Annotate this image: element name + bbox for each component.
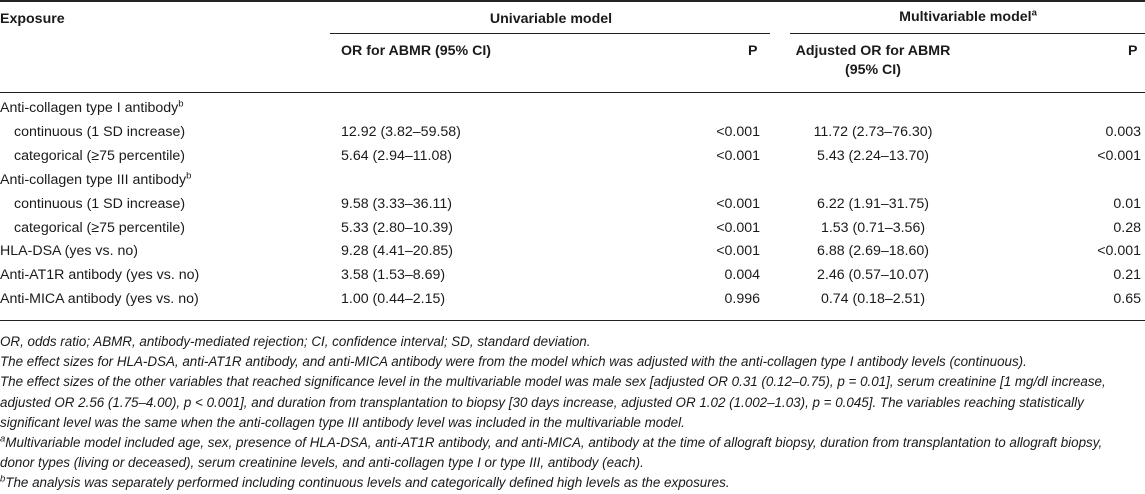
header-univariable: Univariable model (489, 11, 613, 27)
row-or: 5.64 (2.94–11.08) (341, 147, 452, 164)
footnote-abbreviations: OR, odds ratio; ABMR, antibody-mediated rejection; CI, confidence interval; SD, standard deviation. (0, 334, 591, 349)
footnote-mark-b: b (178, 98, 184, 110)
footnote-a-2: donor types (living or deceased), serum creatinine levels, and anti-collagen type I or type III, antibody (each). (0, 455, 644, 471)
row-or: 9.58 (3.33–36.11) (341, 195, 452, 212)
multivariable-span-rule (790, 33, 1145, 34)
row-exposure: categorical (≥75 percentile) (14, 219, 186, 236)
row-p: <0.001 (716, 243, 760, 260)
row-adjusted-p: 0.21 (1113, 267, 1141, 284)
header-or: OR for ABMR (95% CI) (341, 43, 492, 59)
row-or: 5.33 (2.80–10.39) (341, 219, 454, 236)
row-exposure: continuous (1 SD increase) (14, 195, 186, 212)
row-adjusted-or: 11.72 (2.73–76.30) (813, 123, 933, 140)
row-exposure: HLA-DSA (yes vs. no) (0, 243, 138, 260)
row-adjusted-p: 0.003 (1105, 123, 1141, 140)
row-p: <0.001 (716, 219, 760, 236)
row-adjusted-p: 0.01 (1113, 195, 1141, 212)
univariable-span-rule (330, 33, 770, 34)
footnote-other-variables-1: The effect sizes of the other variables that reached significance level in the multivariable model was male sex [adjusted OR 0.31 (0.12–0.75), p = 0.01], serum creatinine [1 mg/dl increase, (0, 374, 1106, 390)
footnote-a-1: $^a$Multivariable model included age, sex, presence of HLA-DSA, anti-AT1R antibody, and anti-MICA, antibody at the time of allograft biopsy, duration from transplantation to allograft biopsy, (0, 433, 1103, 451)
footnote-b: $^b$The analysis was separately performed including continuous levels and categorically defined high levels as the exposures. (0, 473, 730, 491)
row-or: 12.92 (3.82–59.58) (341, 123, 461, 140)
footnote-mark-a: a (1031, 7, 1037, 19)
header-adjusted-or: Adjusted OR for ABMR (95% CI) (795, 43, 951, 78)
row-adjusted-p: <0.001 (1097, 243, 1141, 260)
row-adjusted-or: 2.46 (0.57–10.07) (816, 267, 930, 284)
header-p-adjusted: P (1128, 43, 1138, 59)
row-p: <0.001 (716, 147, 760, 164)
row-exposure: categorical (≥75 percentile) (14, 147, 186, 164)
header-p: P (748, 43, 758, 59)
row-adjusted-or: 0.74 (0.18–2.51) (820, 291, 926, 308)
row-adjusted-or: 6.88 (2.69–18.60) (816, 243, 930, 260)
footnote-mark-b: b (186, 169, 192, 181)
row-adjusted-p: 0.65 (1113, 291, 1141, 308)
row-p: <0.001 (716, 195, 760, 212)
row-or: 3.58 (1.53–8.69) (341, 267, 446, 284)
header-multivariable: Multivariable model$^a$ (899, 7, 1037, 25)
row-exposure: Anti-collagen type III antibody$^b$ (0, 169, 192, 188)
row-exposure: continuous (1 SD increase) (14, 123, 186, 140)
table-footnotes (0, 332, 1140, 494)
row-adjusted-or: 5.43 (2.24–13.70) (816, 147, 930, 164)
row-adjusted-or: 6.22 (1.91–31.75) (816, 195, 930, 212)
footnote-other-variables-3: significant level was the same when the anti-collagen type III antibody level was included in the multivariable model. (0, 414, 685, 430)
row-adjusted-p: 0.28 (1113, 219, 1141, 236)
row-exposure: Anti-collagen type I antibody$^b$ (0, 98, 184, 116)
row-p: 0.996 (724, 291, 760, 308)
row-adjusted-p: <0.001 (1097, 147, 1141, 164)
footnote-effect-sizes: The effect sizes for HLA-DSA, anti-AT1R antibody, and anti-MICA antibody were from the model which was adjusted with the anti-collagen type I antibody levels (continuous). (0, 354, 1027, 370)
footnote-other-variables-2: adjusted OR 2.56 (1.75–4.00), p < 0.001], and duration from transplantation to biopsy [30 days increase, adjusted OR 1.02 (1.002–1.03), p = 0.045]. The variables reaching statistically (0, 394, 1084, 410)
row-p: 0.004 (724, 267, 760, 284)
row-adjusted-or: 1.53 (0.71–3.56) (820, 219, 926, 236)
table-bottom-rule (0, 320, 1145, 321)
row-exposure: Anti-AT1R antibody (yes vs. no) (0, 267, 200, 284)
row-or: 1.00 (0.44–2.15) (341, 291, 446, 308)
row-exposure: Anti-MICA antibody (yes vs. no) (0, 291, 199, 308)
header-exposure: Exposure (0, 11, 65, 27)
header-bottom-rule (0, 92, 1145, 93)
row-or: 9.28 (4.41–20.85) (341, 243, 454, 260)
row-p: <0.001 (716, 123, 760, 140)
table-top-rule (0, 0, 1145, 2)
